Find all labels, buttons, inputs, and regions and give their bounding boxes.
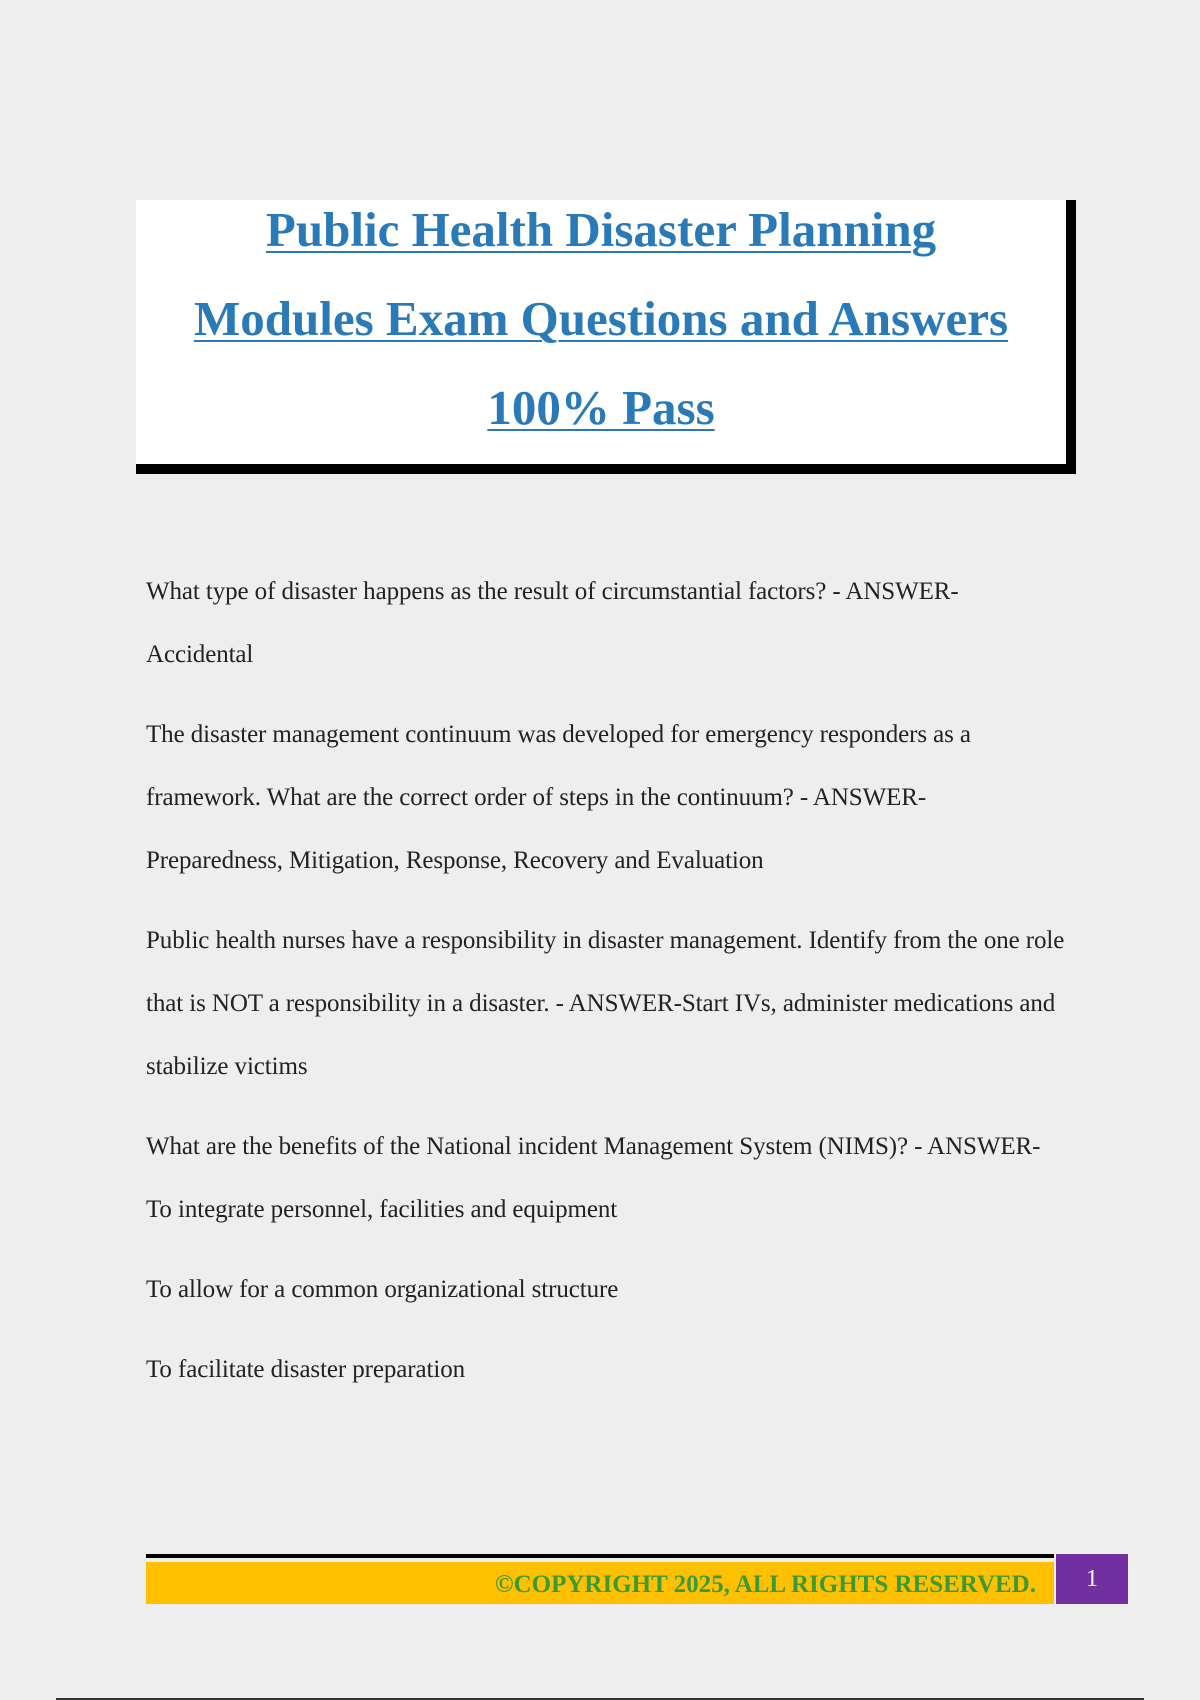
qa-question: Public health nurses have a responsibility in disaster management. Identify from the one role that is NOT a responsibility in a disaster. - ANSWER-Start IVs, administer medications and stabilize victims — [146, 927, 1065, 1080]
qa-content — [146, 560, 1066, 1418]
footer-rule — [146, 1554, 1054, 1558]
page-number: 1 — [1056, 1554, 1128, 1604]
qa-item — [146, 703, 1066, 892]
answer-continuation-line: To facilitate disaster preparation — [146, 1356, 466, 1383]
document-title-line-1: Public Health Disaster Planning — [265, 202, 937, 257]
qa-answer: Accidental — [146, 641, 254, 668]
qa-question: The disaster management continuum was developed for emergency responders as a framework. What are the correct order of steps in the continuum? - ANSWER- — [146, 721, 971, 811]
qa-item — [146, 909, 1066, 1098]
title-box — [136, 200, 1076, 474]
qa-item — [146, 560, 1066, 686]
document-title-line-3: 100% Pass — [487, 380, 715, 435]
qa-question: What type of disaster happens as the result of circumstantial factors? - ANSWER- — [146, 578, 959, 605]
copyright-text: ©COPYRIGHT 2025, ALL RIGHTS RESERVED. — [494, 1571, 1036, 1598]
document-title-line-2: Modules Exam Questions and Answers — [193, 291, 1009, 346]
answer-continuation-line: To allow for a common organizational structure — [146, 1276, 619, 1303]
qa-answer: Preparedness, Mitigation, Response, Recovery and Evaluation — [146, 847, 764, 874]
footer-bar — [146, 1562, 1054, 1604]
qa-question: What are the benefits of the National incident Management System (NIMS)? - ANSWER-To integrate personnel, facilities and equipment — [146, 1133, 1041, 1223]
qa-item — [146, 1115, 1066, 1241]
